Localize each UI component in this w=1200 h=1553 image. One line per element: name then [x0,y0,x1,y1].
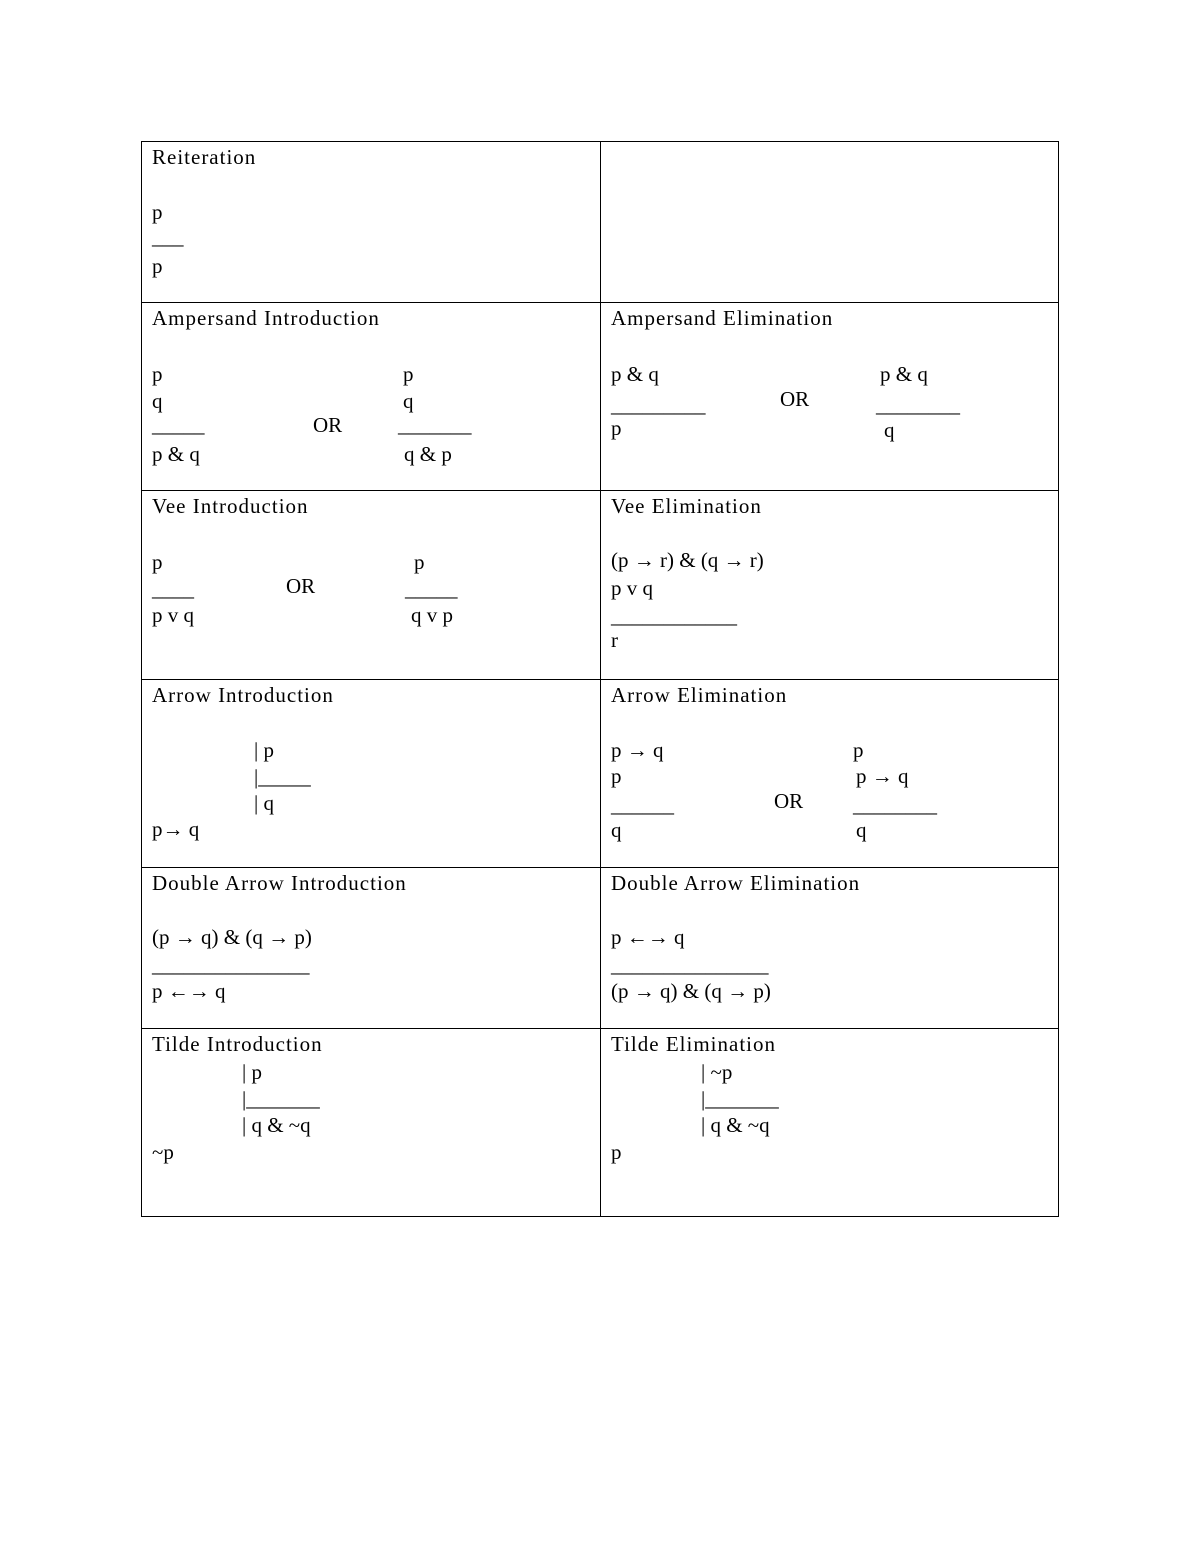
premise: p [152,362,163,386]
inference-line: ____________ [611,604,737,628]
inference-line: _______ [398,413,472,437]
table-border-left [141,141,142,1217]
or-label: OR [286,574,316,598]
or-label: OR [780,387,810,411]
table-border-right [1058,141,1059,1217]
inference-line: _________ [611,393,706,417]
inference-line: _______________ [611,953,769,977]
conclusion: (p → q) & (q → p) [611,979,771,1003]
premise: p & q [611,362,659,386]
inference-line: ____ [152,577,194,601]
subproof-result: | q & ~q [242,1113,311,1137]
premise: (p → r) & (q → r) [611,548,764,572]
inference-line: ___ [152,225,184,249]
conclusion: ~p [152,1140,174,1164]
rule-title: Double Arrow Elimination [611,871,861,895]
premise: p [611,764,622,788]
premise: p & q [880,362,928,386]
or-label: OR [313,413,343,437]
conclusion: p→ q [152,817,200,841]
rule-title: Vee Elimination [611,494,762,518]
inference-line: _______________ [152,953,310,977]
premise: p v q [611,576,653,600]
premise: p [853,738,864,762]
premise: p ←→ q [611,925,685,949]
inference-line: _____ [152,413,205,437]
or-label: OR [774,789,804,813]
premise: p [152,200,163,224]
rule-title: Tilde Introduction [152,1032,323,1056]
conclusion: p [611,416,622,440]
subproof-line: |_______ [242,1087,320,1111]
rule-title: Arrow Elimination [611,683,788,707]
premise: p [414,550,425,574]
subproof-assumption: | p [242,1060,262,1084]
subproof-assumption: | p [254,738,274,762]
premise: (p → q) & (q → p) [152,925,312,949]
inference-line: ________ [853,793,937,817]
conclusion: p [611,1140,622,1164]
conclusion: r [611,628,618,652]
conclusion: p ←→ q [152,979,226,1003]
premise: p [403,362,414,386]
rule-title: Arrow Introduction [152,683,334,707]
subproof-result: | q [254,791,274,815]
premise: p → q [611,738,664,762]
premise: p → q [856,764,909,788]
conclusion: p [152,254,163,278]
inference-line: _____ [405,577,458,601]
conclusion: p v q [152,603,194,627]
conclusion: q & p [404,442,452,466]
rule-title: Vee Introduction [152,494,309,518]
rules-table [141,141,1059,1217]
premise: p [152,550,163,574]
rule-title: Ampersand Elimination [611,306,834,330]
subproof-line: |_______ [701,1087,779,1111]
subproof-result: | q & ~q [701,1113,770,1137]
inference-line: ______ [611,793,674,817]
rule-title: Reiteration [152,145,257,169]
premise: q [152,389,163,413]
rule-title: Ampersand Introduction [152,306,380,330]
subproof-line: |_____ [254,765,311,789]
rule-title: Tilde Elimination [611,1032,776,1056]
conclusion: q [884,418,895,442]
conclusion: q [856,818,867,842]
inference-line: ________ [876,393,960,417]
conclusion: q v p [411,603,453,627]
subproof-assumption: | ~p [701,1060,733,1084]
column-divider [600,141,601,1217]
conclusion: q [611,818,622,842]
rule-title: Double Arrow Introduction [152,871,407,895]
conclusion: p & q [152,442,200,466]
premise: q [403,389,414,413]
